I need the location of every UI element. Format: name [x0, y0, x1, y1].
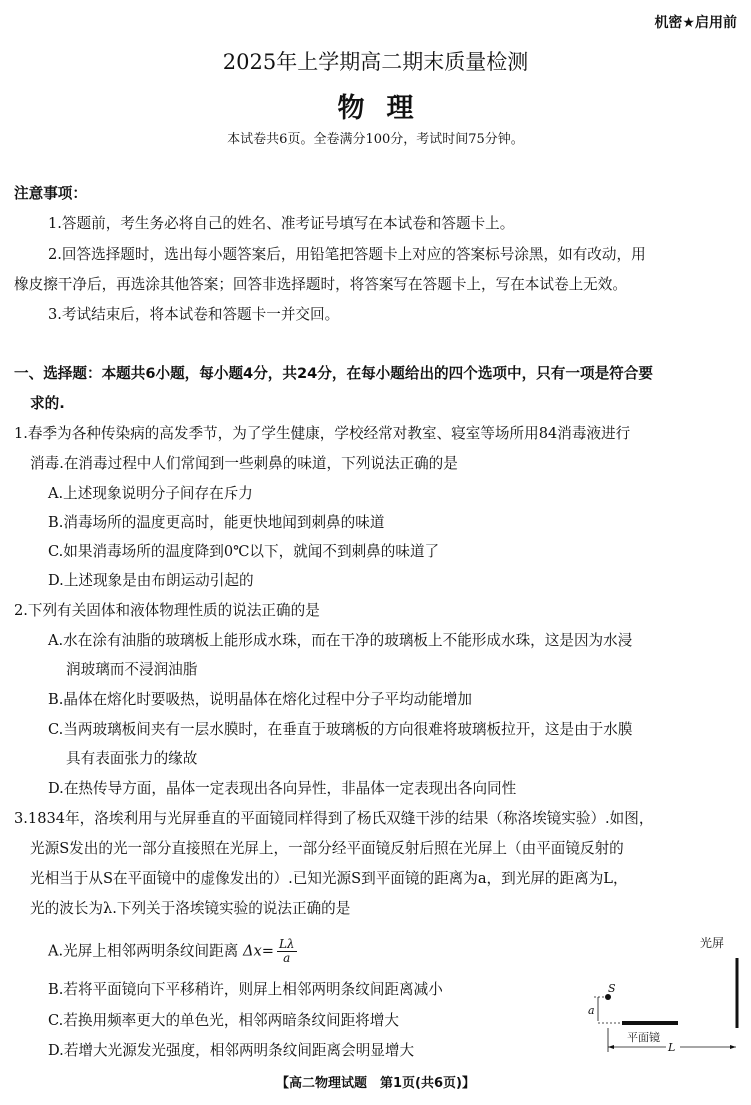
notes-item-3: 3.考试结束后，将本试卷和答题卡一并交回。: [48, 306, 340, 323]
lloyd-mirror-figure: [570, 930, 745, 1058]
formula-fraction: [277, 938, 297, 965]
L-arrow-right: [730, 1045, 736, 1049]
q3-option-a-text: A.光屏上相邻两明条纹间距离: [48, 942, 239, 960]
confidential-label: 机密★启用前: [654, 15, 737, 31]
L-label: L: [668, 1041, 676, 1054]
q1-option-a: A.上述现象说明分子间存在斥力: [48, 485, 253, 502]
q3-option-a-formula: [243, 938, 297, 965]
q3-option-b: B.若将平面镜向下平移稍许，则屏上相邻两明条纹间距离减小: [48, 981, 443, 998]
q3-stem-line-4: 光的波长为λ.下列关于洛埃镜实验的说法正确的是: [30, 900, 351, 917]
subject-title: 物理: [337, 93, 436, 124]
formula-lhs: Δx=: [242, 942, 274, 960]
exam-info: 本试卷共6页。全卷满分100分，考试时间75分钟。: [227, 132, 524, 147]
L-arrow-left: [608, 1045, 614, 1049]
q2-option-a-line-1: A.水在涂有油脂的玻璃板上能形成水珠，而在干净的玻璃板上不能形成水珠，这是因为水浸: [48, 632, 633, 649]
q3-option-a: [48, 938, 297, 965]
source-label: S: [608, 982, 616, 995]
q3-stem-line-3: 光相当于从S在平面镜中的虚像发出的）.已知光源S到平面镜的距离为a，到光屏的距离为L，: [30, 870, 628, 887]
section-heading-line-1: 一、选择题：本题共6小题，每小题4分，共24分，在每小题给出的四个选项中，只有一项是符合要: [14, 365, 653, 382]
q3-option-c: C.若换用频率更大的单色光，相邻两暗条纹间距将增大: [48, 1012, 399, 1029]
formula-denominator: a: [283, 951, 291, 965]
screen-label: 光屏: [700, 936, 725, 950]
q2-stem: 2.下列有关固体和液体物理性质的说法正确的是: [14, 602, 320, 619]
notes-heading: 注意事项：: [14, 185, 87, 202]
section-heading-line-2: 求的.: [30, 395, 65, 412]
q1-stem-line-1: 1.春季为各种传染病的高发季节，为了学生健康，学校经常对教室、寝室等场所用84消毒液进行: [14, 425, 631, 442]
notes-item-2-line-1: 2.回答选择题时，选出每小题答案后，用铅笔把答题卡上对应的答案标号涂黑，如有改动，用: [48, 246, 646, 263]
q2-option-c-line-1: C.当两玻璃板间夹有一层水膜时，在垂直于玻璃板的方向很难将玻璃板拉开，这是由于水膜: [48, 721, 633, 738]
formula-numerator: Lλ: [278, 937, 295, 951]
page-footer: 【高二物理试题 第1页(共6页)】: [276, 1076, 475, 1091]
q2-option-a-line-2: 润玻璃而不浸润油脂: [66, 661, 198, 678]
q1-option-c: C.如果消毒场所的温度降到0℃以下，就闻不到刺鼻的味道了: [48, 543, 440, 560]
a-label: a: [588, 1004, 595, 1017]
q2-option-b: B.晶体在熔化时要吸热，说明晶体在熔化过程中分子平均动能增加: [48, 691, 472, 708]
q3-stem-line-2: 光源S发出的光一部分直接照在光屏上，一部分经平面镜反射后照在光屏上（由平面镜反射的: [30, 840, 624, 857]
q3-stem-line-1: 3.1834年，洛埃利用与光屏垂直的平面镜同样得到了杨氏双缝干涉的结果（称洛埃镜实验）.如图，: [14, 810, 654, 827]
q1-option-b: B.消毒场所的温度更高时，能更快地闻到刺鼻的味道: [48, 514, 385, 531]
q3-option-d: D.若增大光源发光强度，相邻两明条纹间距离会明显增大: [48, 1042, 415, 1059]
notes-item-1: 1.答题前，考生务必将自己的姓名、准考证号填写在本试卷和答题卡上。: [48, 215, 515, 232]
notes-item-2-line-2: 橡皮擦干净后，再选涂其他答案；回答非选择题时，将答案写在答题卡上，写在本试卷上无效。: [14, 276, 627, 293]
exam-title: 2025年上学期高二期末质量检测: [222, 50, 529, 74]
q2-option-c-line-2: 具有表面张力的缘故: [66, 750, 198, 767]
mirror-label: 平面镜: [627, 1031, 660, 1044]
q1-option-d: D.上述现象是由布朗运动引起的: [48, 572, 254, 589]
q2-option-d: D.在热传导方面，晶体一定表现出各向异性，非晶体一定表现出各向同性: [48, 780, 517, 797]
q1-stem-line-2: 消毒.在消毒过程中人们常闻到一些刺鼻的味道，下列说法正确的是: [30, 455, 458, 472]
